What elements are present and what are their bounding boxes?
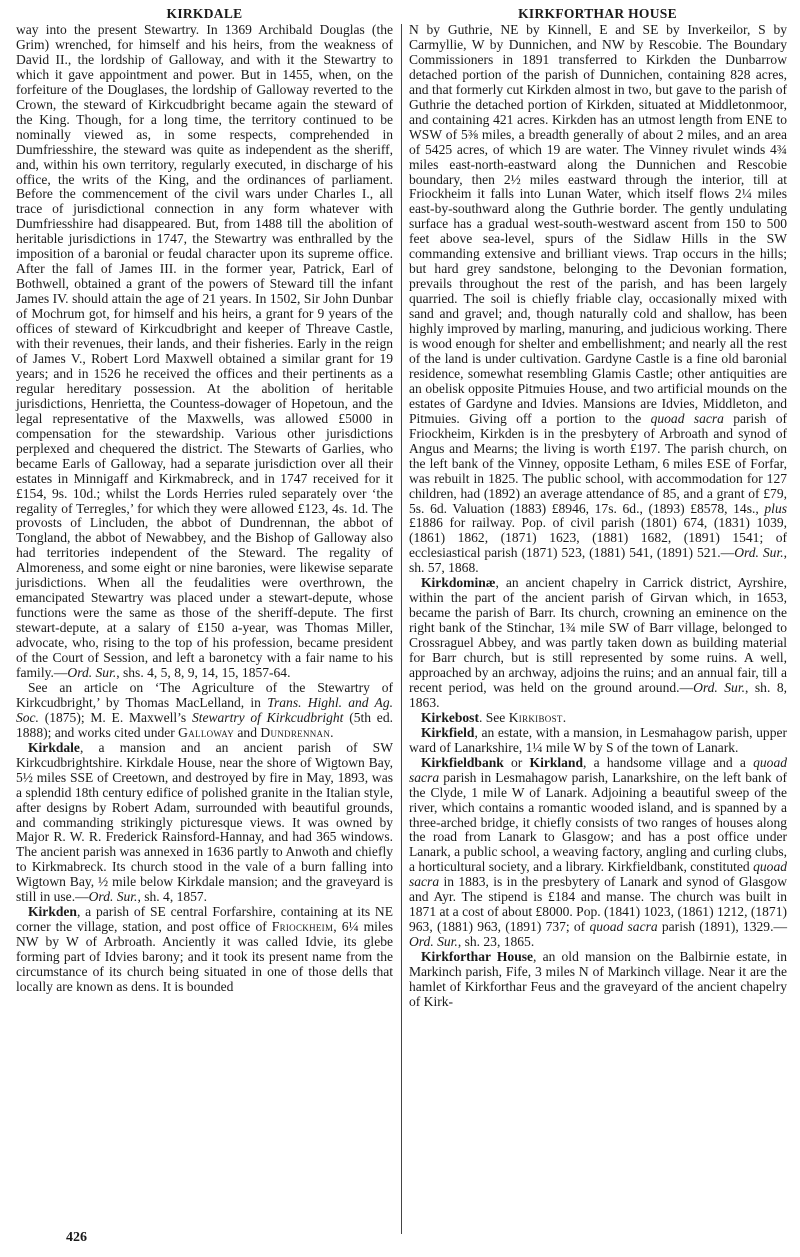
text-run: , shs. 4, 5, 8, 9, 14, 15, 1857-64.: [116, 664, 291, 680]
text-run: parish in Lesmahagow parish, Lanarkshire, on the left bank of the Clyde, 1 mile W of Lanark. Adjoining a beautiful sweep of the river, which contains a romantic wooded island, and is spanned by a three-arched bridge, it chiefly consists of two ranges of houses along the road from Lanark to Glasgow; and has a post office under Lanark, a public school, a weaving factory, angling and curling clubs, a horticultural society, and a library. Kirkfieldbank, constituted: [409, 769, 787, 875]
text-run: .: [562, 709, 567, 725]
text-run: (5th ed. 1888); and works cited under: [16, 709, 393, 740]
text-run: , sh. 23, 1865.: [457, 934, 535, 950]
text-run: , 6¼ miles NW by W of Arbroath. Anciently it was called Idvie, its glebe forming part of Idvies barony; and it took its present name from the circumstance of its church being situated in one of those dells that locally are known as dens. It is bounded: [16, 919, 393, 994]
text-run: in 1883, is in the presbytery of Lanark and synod of Glasgow and Ayr. The stipend is £184 and manse. The church was built in 1871 at a cost of about £8000. Pop. (1841) 1023, (1861) 1212, (1871) 963, (1881) 963, (1891) 737; of: [409, 874, 787, 935]
paragraph: [409, 23, 787, 576]
italic-text: quoad sacra: [409, 754, 787, 785]
text-run: , a mansion and an ancient parish of SW Kirkcudbrightshire. Kirkdale House, near the shore of Wigtown Bay, 5½ miles SSE of Creetown, and destroyed by fire in May, 1893, was a splendid 18th century edifice of polished granite in the Italian style, after designs by Robert Adam, surrounded with beautiful grounds, and commanding strikingly picturesque views. It was owned by Major R. W. R. Frederick Rainsford-Hannay, and had 365 windows. The ancient parish was annexed in 1636 partly to Anwoth and chiefly to Kirkmabreck. Its church stood in the vale of a burn falling into Wigtown Bay, ½ mile below Kirkdale mansion; and the graveyard is still in use.—: [16, 739, 393, 905]
paragraph: [409, 711, 787, 726]
entry-headword: Kirkfieldbank: [421, 754, 504, 770]
text-run: , sh. 8, 1863.: [409, 679, 787, 710]
text-run: parish (1891), 1329.—: [657, 919, 787, 935]
text-run: £1886 for railway. Pop. of civil parish (1801) 674, (1831) 1039, (1861) 1862, (1871) 1623, (1881) 1682, (1891) 1541; of ecclesiastical parish (1871) 523, (1881) 541, (1891) 521.—: [409, 515, 787, 561]
text-run: , sh. 57, 1868.: [409, 545, 787, 576]
text-run: N by Guthrie, NE by Kinnell, E and SE by Inverkeilor, S by Carmyllie, W by Dunnichen, and NW by Rescobie. The Boundary Commissioners in 1891 transferred to Kirkden the Dunbarrow detached portion of the parish of Dunnichen, containing 828 acres, and that formerly cut Kirkden almost in two, but gave to the parish of Guthrie the detached portion of Kirkden, situated at Middletonmoor, and containing 421 acres. Kirkden has an utmost length from ENE to WSW of 5⅜ miles, a breadth generally of about 2 miles, and an area of 5425 acres, of which 19 are water. The Vinney rivulet winds 4¾ miles east-north-eastward along the Dunnichen and Rescobie boundary, then 2½ miles eastward through the interior, till at Friockheim it falls into Lunan Water, which itself flows 2¼ miles east-by-southward along the Guthrie border. The gently undulating surface has a gradual west-south-westward ascent from 150 to 500 feet above sea-level, spurs of the Sidlaw Hills in the SW commanding extensive and brilliant views. Trap occurs in the hills; but hard grey sandstone, belonging to the Devonian formation, prevails throughout the rest of the parish, and has been largely quarried. The soil is chiefly friable clay, occasionally mixed with sand and gravel; and, though naturally cold and shallow, has been highly improved by marling, manuring, and judicious working. There is wood enough for shelter and embellishment; and nearly all the rest of the land is under cultivation. Gardyne Castle is a fine old baronial residence, somewhat resembling Glamis Castle; other antiquities are an obelisk opposite Pitmuies House, and two artificial mounds on the estates of Gardyne and Idvies. Mansions are Idvies, Middleton, and Pitmuies. Giving off a portion to the: [409, 22, 787, 426]
small-caps-reference: Galloway: [178, 724, 235, 740]
text-run: , an ancient chapelry in Carrick district, Ayrshire, within the part of the ancient parish of Girvan which, in 1653, became the parish of Barr. Its church, crowning an eminence on the right bank of the Stinchar, 1¾ mile SW of Barr village, belonged to Crossraguel Abbey, and was partly taken down as building material for Barr church, but is still represented by some ruins. A well, approached by an archway, adjoins the ruins; and an annual fair, till a recent period, was held on the ground around.—: [409, 575, 787, 695]
entry-headword: Kirkden: [28, 904, 77, 920]
text-run: , a parish of SE central Forfarshire, containing at its NE corner the village, station, and post office of: [16, 904, 393, 935]
left-column: [16, 23, 393, 995]
entry-headword: Kirkforthar House: [421, 949, 534, 965]
paragraph: [16, 23, 393, 681]
text-run: , an old mansion on the Balbirnie estate, in Markinch parish, Fife, 3 miles N of Markinch village. Near it are the hamlet of Kirkforthar Feus and the graveyard of the ancient chapelry of Kirk-: [409, 949, 787, 1009]
small-caps-reference: Dundrennan: [260, 724, 331, 740]
running-header-left: KIRKDALE: [166, 6, 243, 21]
paragraph: [16, 741, 393, 905]
italic-text: Stewartry of Kirkcudbright: [191, 709, 344, 725]
small-caps-reference: Kirkibost: [508, 709, 563, 725]
italic-text: Ord. Sur.: [693, 679, 745, 695]
italic-text: quoad sacra: [409, 859, 787, 890]
entry-headword: Kirkebost: [421, 709, 479, 725]
paragraph: [409, 950, 787, 1010]
italic-text: Ord. Sur.: [734, 545, 784, 561]
paragraph: [409, 726, 787, 756]
italic-text: Ord. Sur.: [67, 664, 117, 680]
text-run: (1875); M. E. Maxwell’s: [38, 709, 192, 725]
entry-headword: Kirkfield: [421, 724, 475, 740]
text-run: or: [503, 754, 530, 770]
entry-headword: Kirkdale: [28, 739, 80, 755]
page-number: 426: [66, 1230, 87, 1245]
right-column: [409, 23, 787, 1010]
text-run: . See: [478, 709, 509, 725]
text-run: and: [234, 724, 261, 740]
italic-text: Trans. Highl. and Ag. Soc.: [16, 694, 393, 725]
paragraph: [409, 756, 787, 950]
italic-text: quoad sacra: [650, 410, 724, 426]
running-header-right: KIRKFORTHAR HOUSE: [518, 6, 677, 21]
text-run: , a handsome village and a: [583, 754, 754, 770]
text-run: , an estate, with a mansion, in Lesmahagow parish, upper ward of Lanarkshire, 1¼ mile W by S of the town of Lanark.: [409, 724, 787, 755]
text-run: .: [330, 724, 334, 740]
paragraph: [16, 905, 393, 995]
italic-text: plus: [764, 500, 787, 516]
italic-text: Ord. Sur.: [409, 934, 458, 950]
paragraph: [16, 681, 393, 741]
column-divider: [401, 24, 402, 1234]
text-run: way into the present Stewartry. In 1369 Archibald Douglas (the Grim) wrenched, for himself and his heirs, from the weakness of David II., the lordship of Galloway, and with it the Stewartry to which it gave appointment and power. But in 1455, when, on the forfeiture of the Douglases, the lordship of Galloway reverted to the Crown, the steward of Kirkcudbright became again the steward of the King. Though, for a long time, the territory continued to be nominally viewed as, in some respects, comprehended in Dumfriesshire, the steward was quite as independent as the sheriff, and, within his own territory, regularly executed, in discharge of his office, the writs of the King, and the ordinances of parliament. Before the commencement of the civil wars under Charles I., all trace of jurisdictional connection in any form whatever with Dumfriesshire had disappeared. But, from 1488 till the abolition of heritable jurisdictions in 1747, the Stewartry was enthralled by the imposition of a baronial or feudal character upon its supreme office. After the fall of James III. in the former year, Patrick, Earl of Bothwell, obtained a grant of the powers of Steward till the infant James IV. should attain the age of 21 years. In 1502, Sir John Dunbar of Mochrum got, for himself and his heirs, a grant for 9 years of the offices of steward of Kirkcudbright and keeper of Threave Castle, with their revenues, their lands, and their fisheries. Early in the reign of James V., Robert Lord Maxwell obtained a similar grant for 19 years; and in 1526 he received the offices and their pertinents as a regular hereditary possession. At the abolition of heritable jurisdictions, Henrietta, the Countess-dowager of Hopetoun, and the legal representative of the Maxwells, was allowed £5000 in compensation for the stewardship. Various other jurisdictions perplexed and chequered the district. The Stewarts of Garlies, who became Earls of Galloway, had a separate jurisdiction over all their estates in Minnigaff and Kirkmabreck, and in 1747 received for it £154, 9s. 10d.; whilst the Lords Herries ruled separately over ‘the regality of Terregles,’ for which they were allowed £123, 4s. 1d. The provosts of Lincluden, the abbot of Dundrennan, the abbot of Tongland, the abbot of Newabbey, and the Bishop of Galloway also had territories independent of the Steward. The regality of Almoreness, and some eight or nine baronies, were likewise separate jurisdictions. When all the feudalities were overthrown, the emancipated Stewartry was placed under a stewart-depute, whose functions were the same as those of the sheriff-depute. The first stewart-depute, at a salary of £150 a-year, was Thomas Miller, advocate, who, rising to the top of his profession, became president of the Court of Session, and left a baronetcy with a fair name to his family.—: [16, 22, 393, 680]
small-caps-reference: Friockheim: [271, 919, 334, 935]
italic-text: quoad sacra: [589, 919, 658, 935]
paragraph: [409, 576, 787, 711]
text-run: , sh. 4, 1857.: [137, 889, 208, 905]
entry-headword: Kirkdominæ: [421, 575, 496, 591]
italic-text: Ord. Sur.: [88, 889, 138, 905]
entry-headword: Kirkland: [529, 754, 584, 770]
text-run: parish of Friockheim, Kirkden is in the presbytery of Arbroath and synod of Angus and Mearns; the living is worth £197. The parish church, on the left bank of the Vinney, opposite Letham, 6 miles ESE of Forfar, was rebuilt in 1825. The public school, with accommodation for 127 children, had (1892) an average attendance of 85, and a grant of £79, 5s. 6d. Valuation (1883) £8946, 17s. 6d., (1893) £8578, 14s.,: [409, 410, 787, 516]
text-run: See an article on ‘The Agriculture of the Stewartry of Kirkcudbright,’ by Thomas MacLelland, in: [16, 679, 393, 710]
